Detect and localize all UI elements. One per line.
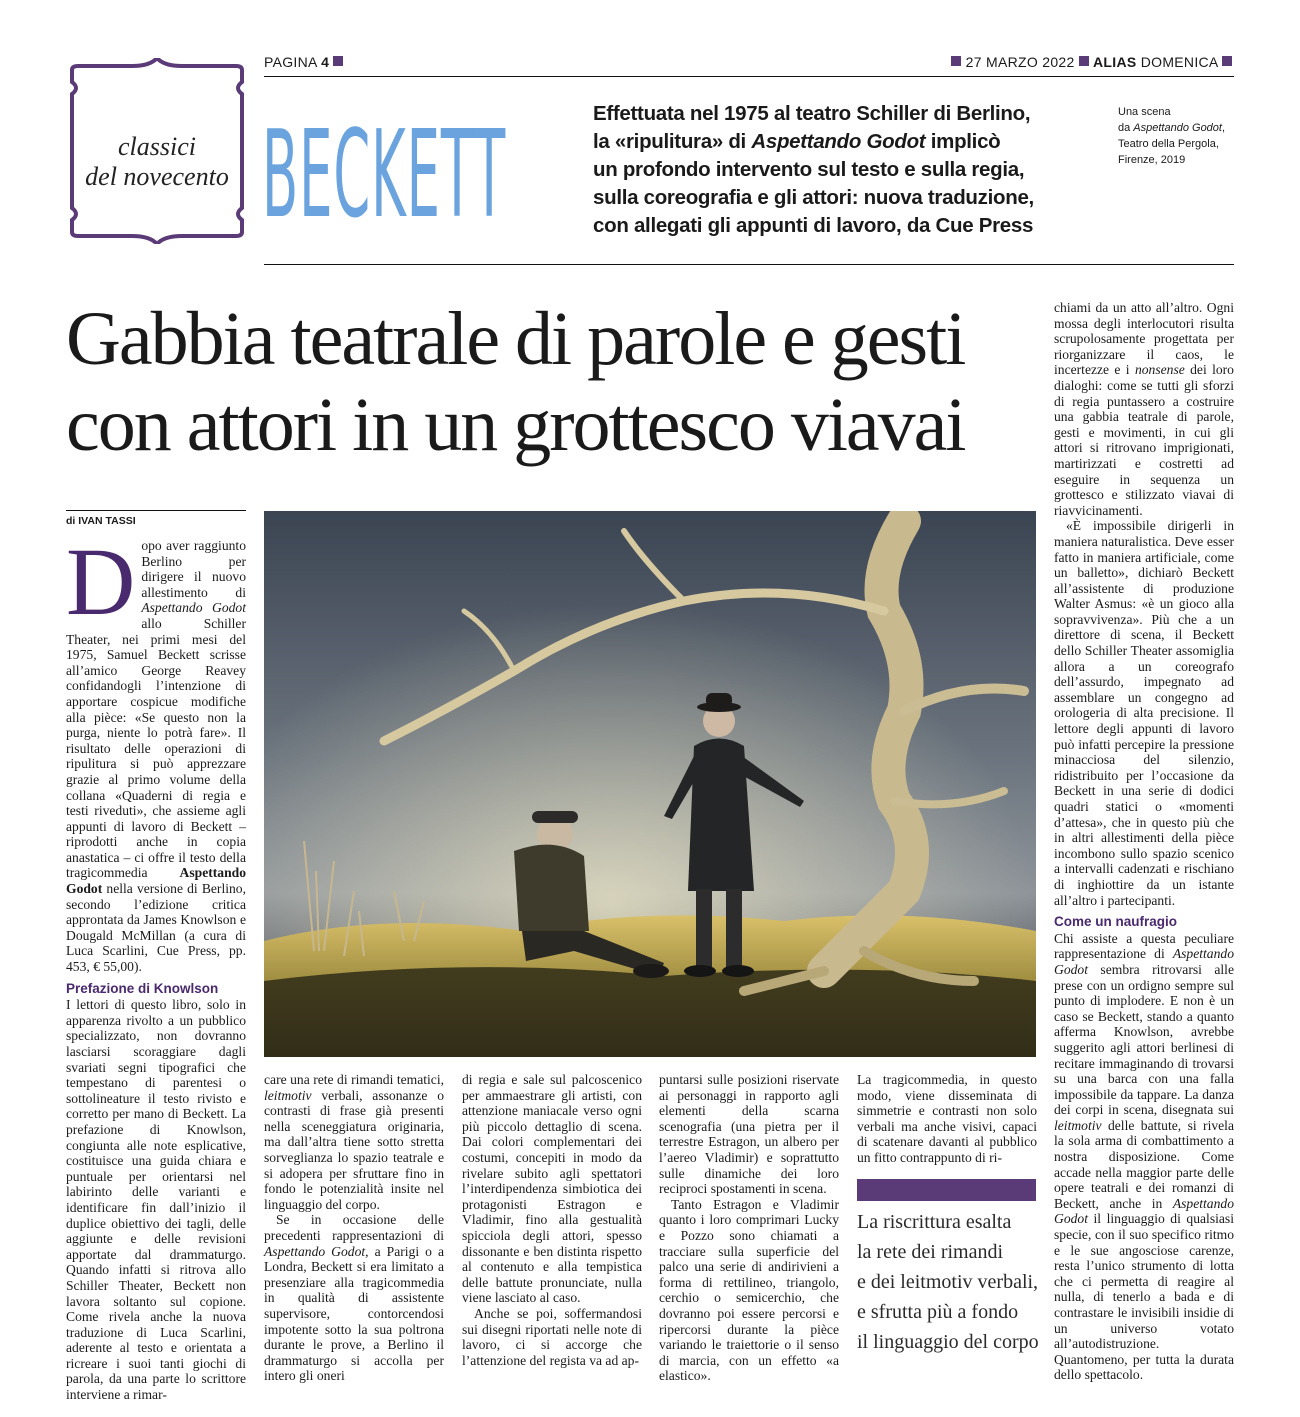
caption-line-2 xyxy=(1118,120,1268,136)
caption-line-2c: , xyxy=(1221,122,1226,134)
subheading-1: Prefazione di Knowlson xyxy=(66,980,219,996)
page-number-label xyxy=(264,54,343,70)
byline-prefix: di xyxy=(66,515,76,527)
pullquote-line-1: La riscrittura esalta xyxy=(857,1211,1012,1233)
deck xyxy=(593,100,1063,240)
text-span-bold: Aspettando Godot xyxy=(66,865,246,897)
byline xyxy=(66,515,136,527)
stage-scene-image xyxy=(264,511,1036,1057)
paragraph: La tragicommedia, in questo modo, viene disseminata di simmetrie e contrasti non solo verbali ma anche visivi, capaci di scatenare davanti al pubblico un fitto contrappunto di ri- xyxy=(857,1072,1037,1165)
deck-line-5: con allegati gli appunti di lavoro, da Cue Press xyxy=(593,214,1034,237)
text-span-italic: leitmotiv xyxy=(264,1087,312,1103)
text-span: delle battute, si rivela la sola arma di combattimento a nostra disposizione. Come accade nella maggior parte delle opere teatrali e dei romanzi di Beckett, anche in xyxy=(1054,1117,1234,1211)
body-column-3 xyxy=(462,1072,642,1368)
text-span: , a Parigi o a Londra, Beckett si era limitato a presenziare alla tragicommedia in qualità di assistente supervisore, contorcendosi impotente sotto la sua poltrona durante le prove, a Berlino il drammaturgo si accolla per intero gli oneri xyxy=(264,1243,444,1384)
caption-line-2-title: Aspettando Godot xyxy=(1133,122,1222,134)
deck-line-2 xyxy=(593,128,1063,156)
text-span: il linguaggio di qualsiasi specie, con il suo specifico ritmo e le sue angosciose carenze, resta l’unico strumento di lotta che ci permetta di reagire al nulla, di tenerlo a bada e di contrastare le invisibili insidie di un universo votato all’autodistruzione. Quantomeno, per tutta la durata dello spettacolo. xyxy=(1054,1211,1234,1383)
text-span: Chi assiste a questa peculiare rappresentazione di xyxy=(1054,930,1234,962)
body-column-6 xyxy=(1054,300,1234,1383)
caption-line-3: Teatro della Pergola, xyxy=(1118,138,1219,150)
section-name: ALIAS xyxy=(1093,54,1137,70)
paragraph xyxy=(1054,931,1234,1383)
headline-line-2: con attori in un grottesco viavai xyxy=(66,383,965,467)
caption-line-1: Una scena xyxy=(1118,106,1171,118)
text-span: verbali, assonanze o contrasti di frase già presenti nella sceneggiatura originaria, ma dall’altra tiene sotto stretta sorveglianza lo spazio teatrale e si adopera per sfruttare fino in fondo le potenzialità insite nel linguaggio del corpo. xyxy=(264,1087,444,1212)
paragraph: di regia e sale sul palcoscenico per ammaestrare gli artisti, con attenzione maniacale verso ogni più piccolo dettaglio di scena. Dai colori complementari dei costumi, concepiti in modo da rivelare subito agli spettatori l’interdipendenza simbiotica dei protagonisti Estragon e Vladimir, fino alla gestualità spicciola degli attori, spesso dissonante e ben distinta rispetto al contenuto e alla tempistica delle battute pronunciate, nulla viene lasciato al caso. xyxy=(462,1072,642,1306)
deck-rule xyxy=(264,264,1234,265)
paragraph: puntarsi sulle posizioni riservate ai personaggi in rapporto agli elementi della scarna scenografia (una pietra per il terrestre Estragon, un albero per l’aereo Vladimir) e soprattutto sulle dinamiche dei loro reciproci spostamenti in scena. xyxy=(659,1072,839,1197)
text-span: dei loro dialoghi: come se tutti gli sforzi di regia puntassero a costruire una gabbia teatrale di parole, gesti e movimenti, in cui gli attori si ritrovano imprigionati, martirizzati e costretti ad eseguire in sequenza un grottesco e stilizzato viavai di riavvicinamenti. xyxy=(1054,362,1234,518)
deck-line-4: sulla coreografia e gli attori: nuova traduzione, xyxy=(593,186,1034,209)
byline-author: IVAN TASSI xyxy=(78,515,136,527)
paragraph: I lettori di questo libro, solo in apparenza rivolto a un pubblico specializzato, non dovranno lasciarsi scoraggiare dagli svariati segni tipografici che tempestano di parentesi o sottolineature il testo rivisto e corretto per mano di Beckett. La prefazione di Knowlson, congiunta alle note esplicative, costituisce una guida chiara e puntuale per orientarsi nel labirinto delle varianti e identificare fin dall’inizio il duplice obiettivo dei tagli, delle aggiunte e delle revisioni apportate dal drammaturgo. Quando infatti si ritrova allo Schiller Theater, Beckett non lavora soltanto sul copione. Come rivela anche la nuova traduzione di Luca Scarlini, aderente al testo e orientata a ricreare i suoi tanti giochi di parola, da una parte lo scrittore interviene a rimar- xyxy=(66,997,246,1403)
text-span: sembra ritrovarsi alle prese con un ordigno sempre sul punto di implodere. E non è un caso se Beckett, stando a quanto afferma Knowlson, avrebbe suggerito agli attori berlinesi di recitare immaginando di trovarsi su una barca con una falla impossibile da tappare. La danza dei corpi in scena, disegnata sui xyxy=(1054,961,1234,1118)
text-span: Se in occasione delle precedenti rappresentazioni di xyxy=(264,1212,444,1243)
body-column-2 xyxy=(264,1072,444,1384)
byline-rule xyxy=(66,510,246,511)
pullquote-line-3: e dei leitmotiv verbali, xyxy=(857,1271,1039,1293)
deck-line-2c: implicò xyxy=(925,130,1001,153)
caption-line-4: Firenze, 2019 xyxy=(1118,154,1186,166)
paragraph xyxy=(1054,300,1234,518)
deck-line-2a: la «ripulitura» di xyxy=(593,130,752,153)
section-day: DOMENICA xyxy=(1140,54,1218,70)
text-span: allo Schiller Theater, nei primi mesi del 1975, Samuel Beckett scrisse all’amico George Reavey confidandogli l’intenzione di apportare cospicue modifiche alla pièce: «Se questo non la purga, niente lo potrà fare». Il risultato delle operazioni di ripulitura si può apprezzare grazie al primo volume della collana «Quaderni di regia e testi riveduti», che assieme agli appunti di lavoro di Beckett – riprodotti anche in copia anastatica – ci offre il testo della tragicommedia xyxy=(66,615,246,881)
text-span: care una rete di rimandi tematici, xyxy=(264,1072,444,1087)
paragraph: «È impossibile dirigerli in maniera naturalistica. Deve esser fatto in maniera artificiale, come un balletto», dichiarò Beckett all’assistente di produzione Walter Asmus: «è un gioco alla sopravvivenza». Più che a un direttore di scena, il Beckett dello Schiller Theater assomiglia allora a un coreografo dell’assurdo, impegnato ad assemblare un congegno ad orologeria di alta precisione. Il lettore degli appunti di lavoro può infatti percepire la pressione minacciosa del silenzio, ridistribuito per l’occasione da Beckett in una serie di dodici quadri statici o «momenti d’attesa», che in questo più che in altri allestimenti della pièce incombono sullo spazio scenico a intervalli cadenzati e rischiano di inghiottire da un istante all’altro i partecipanti. xyxy=(1054,518,1234,908)
square-marker-icon xyxy=(951,56,961,66)
text-span-italic: Aspettando Godot xyxy=(1054,946,1234,977)
paragraph xyxy=(264,1212,444,1384)
page-number-value: 4 xyxy=(321,54,330,70)
square-marker-icon xyxy=(1222,56,1232,66)
paragraph: Anche se poi, soffermandosi sui disegni riportati nelle note di lavoro, ci si accorge che l’attenzione del regista va ad ap- xyxy=(462,1305,642,1368)
drop-cap: D xyxy=(66,528,136,635)
pullquote-line-2: la rete dei rimandi xyxy=(857,1241,1004,1263)
text-span: chiami da un atto all’altro. Ogni mossa degli interlocutori risulta scrupolosamente progettata per riorganizzare il caos, le incertezze e i xyxy=(1054,300,1234,378)
badge-line-2: del novecento xyxy=(85,162,229,191)
issue-info xyxy=(951,54,1232,70)
kicker xyxy=(262,96,562,256)
pullquote-line-4: e sfrutta più a fondo xyxy=(857,1301,1019,1323)
deck-line-3: un profondo intervento sul testo e sulla regia, xyxy=(593,158,1025,181)
paragraph: Tanto Estragon e Vladimir quanto i loro comprimari Lucky e Pozzo sono chiamati a tracciare sulla superficie del palco una serie di andirivieni a forma di rettilineo, triangolo, cerchio o semicerchio, che dovranno poi essere percorsi e ripercorsi durante la pièce variando le traiettorie o il senso di marcia, con un effetto «a elastico». xyxy=(659,1196,839,1384)
badge-line-1: classici xyxy=(118,132,196,161)
deck-line-1: Effettuata nel 1975 al teatro Schiller di Berlino, xyxy=(593,102,1031,125)
photo-caption xyxy=(1118,104,1268,168)
caption-line-2a: da xyxy=(1118,122,1134,134)
stage-photo xyxy=(264,511,1036,1057)
text-span-italic: nonsense xyxy=(1134,362,1185,378)
issue-date: 27 MARZO 2022 xyxy=(965,54,1075,70)
text-span-italic: Aspettando Godot xyxy=(141,600,246,616)
paragraph xyxy=(264,1072,444,1212)
paragraph-intro xyxy=(66,528,246,975)
headline xyxy=(66,296,965,468)
page-label-text: PAGINA xyxy=(264,54,317,70)
text-span-italic: Aspettando Godot xyxy=(1054,1195,1234,1227)
body-column-4 xyxy=(659,1072,839,1384)
text-span: opo aver raggiunto Berlino per dirigere il nuovo allestimento di xyxy=(141,538,246,600)
headline-line-1: Gabbia teatrale di parole e gesti xyxy=(66,297,965,381)
header-rule xyxy=(264,76,1234,77)
pullquote-line-5: il linguaggio del corpo xyxy=(857,1331,1039,1353)
text-span-italic: Aspettando Godot xyxy=(264,1243,366,1259)
deck-line-2-title: Aspettando Godot xyxy=(751,130,926,153)
text-span-italic: leitmotiv xyxy=(1054,1117,1102,1133)
body-column-1 xyxy=(66,528,246,1403)
square-marker-icon xyxy=(333,56,343,66)
kicker-text: BECKETT xyxy=(262,106,507,245)
pullquote-bar xyxy=(857,1179,1036,1201)
body-column-5 xyxy=(857,1072,1037,1166)
subheading-2: Come un naufragio xyxy=(1054,914,1178,930)
square-marker-icon xyxy=(1079,56,1089,66)
text-span: nella versione di Berlino, secondo l’edizione critica approntata da James Knowlson e Dougald McMillan (a cura di Luca Scarlini, Cue Press, pp. 453, € 55,00). xyxy=(66,881,246,975)
section-badge xyxy=(66,58,248,244)
pullquote xyxy=(857,1207,1047,1357)
